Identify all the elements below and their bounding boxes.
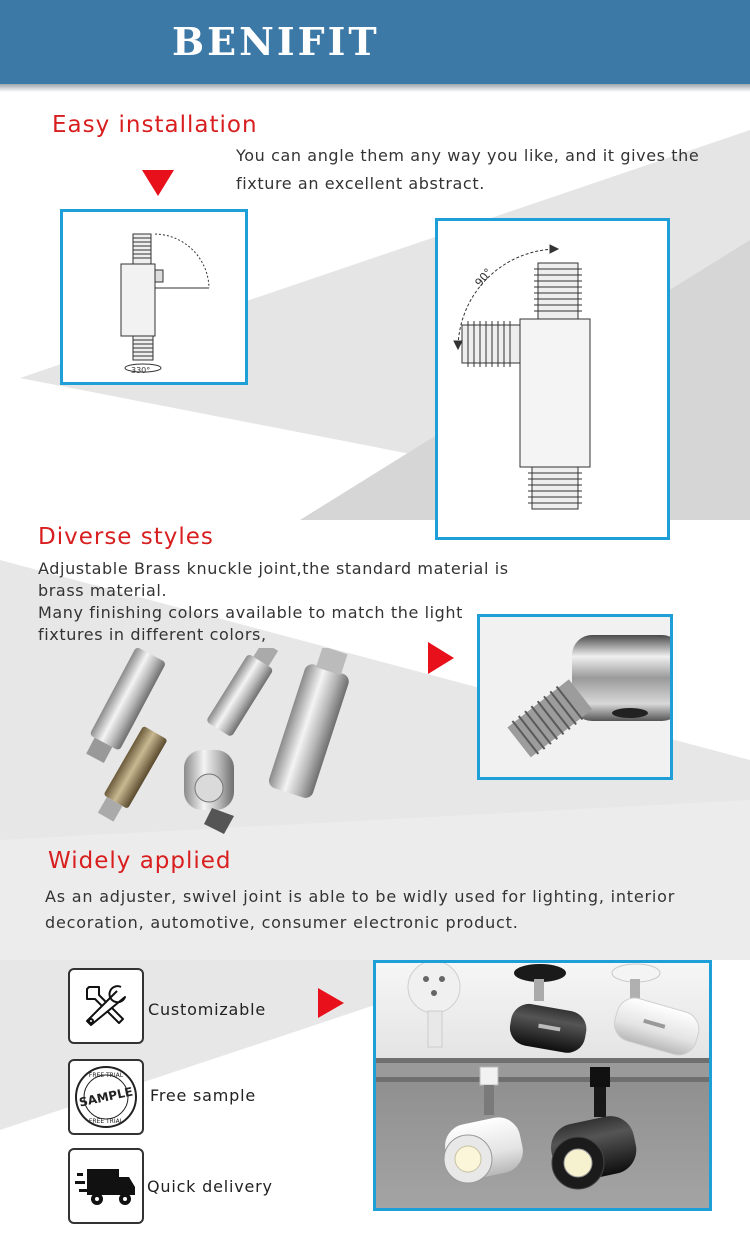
small-diagram-angle-label: 330° (131, 366, 151, 375)
stamp-main-text: SAMPLE (77, 1084, 135, 1110)
header-bar (0, 0, 750, 84)
header-shadow (0, 84, 750, 92)
easy-installation-description: You can angle them any way you like, and it gives the fixture an excellent abstract. (236, 146, 700, 193)
free-sample-icon-box (68, 1059, 144, 1135)
feature-label-quick-delivery: Quick delivery (147, 1177, 273, 1196)
large-joint-diagram (435, 218, 670, 540)
swivel-joints-product-photo (44, 648, 356, 838)
feature-label-free-sample: Free sample (150, 1086, 257, 1105)
customizable-icon-box (68, 968, 144, 1044)
lighting-application-photo (373, 960, 712, 1211)
down-arrow-icon (140, 168, 176, 198)
diverse-styles-line1: Adjustable Brass knuckle joint,the standard material is brass material. (38, 559, 509, 600)
stamp-ring-text-top: FREE TRIAL (88, 1072, 124, 1079)
page-title: BENIFIT (172, 19, 380, 64)
quick-delivery-icon-box (68, 1148, 144, 1224)
diverse-styles-line2: Many finishing colors available to match the light fixtures in different colors, (38, 603, 464, 644)
delivery-truck-icon (75, 1161, 137, 1211)
diverse-styles-title: Diverse styles (38, 524, 214, 550)
right-arrow-icon-1 (426, 640, 456, 676)
knuckle-closeup-photo (477, 614, 673, 780)
right-arrow-icon-2 (316, 986, 346, 1020)
small-joint-diagram (60, 209, 248, 385)
easy-installation-title: Easy installation (52, 112, 258, 138)
stamp-ring-text-bottom: FREE TRIAL (88, 1118, 124, 1125)
large-diagram-angle-label: 90° (472, 265, 495, 290)
widely-applied-title: Widely applied (48, 848, 232, 874)
tools-icon (77, 977, 135, 1035)
widely-applied-description: As an adjuster, swivel joint is able to be widly used for lighting, interior decoration, automotive, consumer electronic product. (45, 887, 676, 932)
sample-stamp-icon (73, 1064, 139, 1130)
feature-label-customizable: Customizable (148, 1000, 266, 1019)
